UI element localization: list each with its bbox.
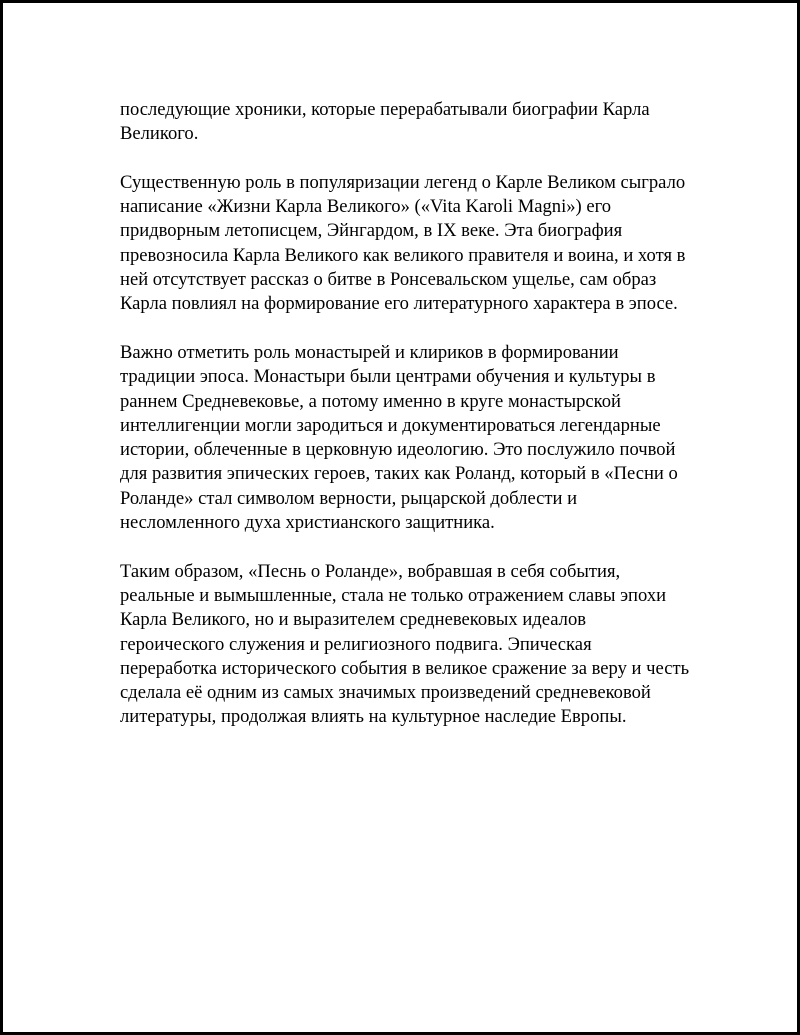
paragraph-4: Таким образом, «Песнь о Роланде», вобравшая в себя события, реальные и вымышленные, стала не только отражением славы эпохи Карла Великого, но и выразителем средневековых идеалов героического служения и религиозного подвига. Эпическая переработка исторического события в великое сражение за веру и честь сделала её одним из самых значимых произведений средневековой литературы, продолжая влиять на культурное наследие Европы. bbox=[120, 560, 690, 728]
document-body bbox=[120, 98, 695, 754]
paragraph-1: последующие хроники, которые перерабатывали биографии Карла Великого. bbox=[120, 99, 650, 145]
paragraph-2: Существенную роль в популяризации легенд о Карле Великом сыграло написание «Жизни Карла Великого» («Vita Karoli Magni») его придворным летописцем, Эйнгардом, в IX веке. Эта биография превозносила Карла Великого как великого правителя и воина, и хотя в ней отсутствует рассказ о битве в Ронсевальском ущелье, сам образ Карла повлиял на формирование его литературного характера в эпосе. bbox=[120, 171, 686, 315]
paragraph-3: Важно отметить роль монастырей и клириков в формировании традиции эпоса. Монастыри были центрами обучения и культуры в раннем Средневековье, а потому именно в круге монастырской интеллигенции могли зародиться и документироваться легендарные истории, облеченные в церковную идеологию. Это послужило почвой для развития эпических героев, таких как Роланд, который в «Песни о Роланде» стал символом верности, рыцарской доблести и несломленного духа христианского защитника. bbox=[120, 341, 678, 534]
